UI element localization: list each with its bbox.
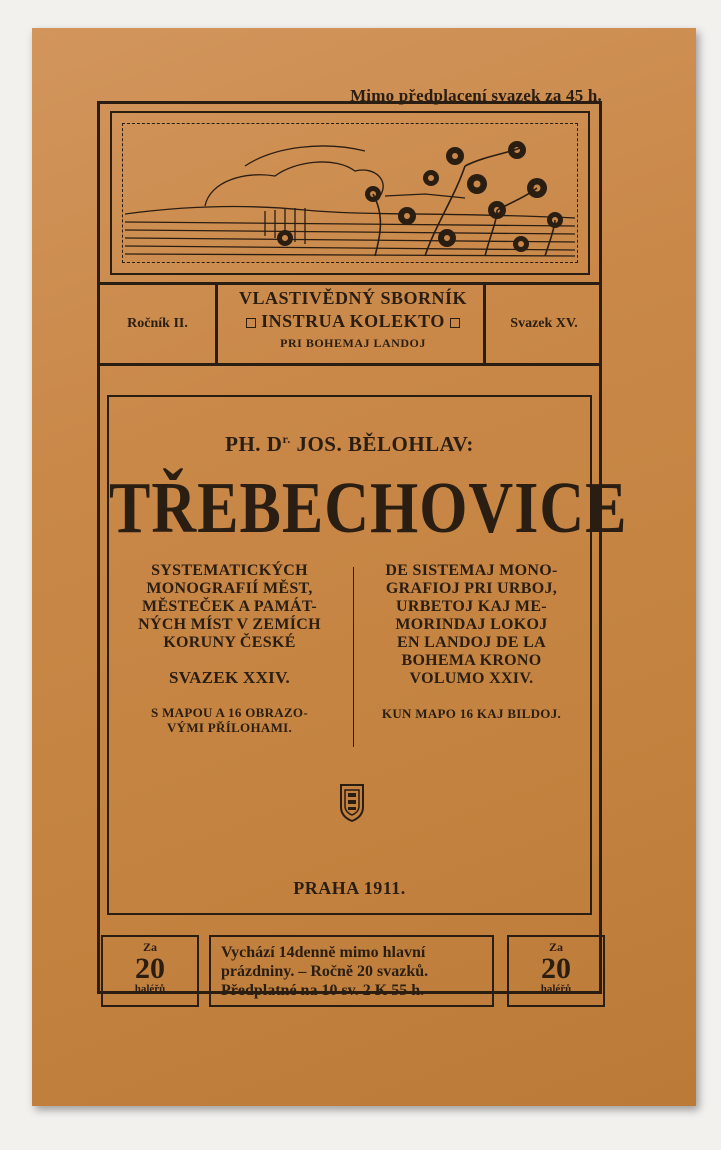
esperanto-maps: KUN MAPO 16 KAJ BILDOJ. bbox=[381, 706, 562, 721]
series-title bbox=[222, 288, 484, 351]
book-title: TŘEBECHOVICE bbox=[109, 468, 628, 549]
czech-line: SYSTEMATICKÝCH bbox=[151, 562, 308, 579]
price-box-left bbox=[101, 935, 199, 1007]
czech-maps-line: VÝMI PŘÍLOHAMI. bbox=[166, 720, 293, 735]
price-za: Za bbox=[548, 940, 563, 954]
header-top-rule bbox=[100, 282, 599, 285]
esperanto-line: MORINDAJ LOKOJ bbox=[395, 616, 548, 633]
cover-frame bbox=[97, 101, 628, 999]
author bbox=[109, 432, 590, 457]
series-line-3: PRI BOHEMAJ LANDOJ bbox=[280, 336, 426, 350]
price-box-right bbox=[507, 935, 605, 1007]
czech-line: NÝCH MÍST V ZEMÍCH bbox=[138, 616, 321, 633]
esperanto-line: URBETOJ KAJ ME- bbox=[396, 598, 547, 615]
esperanto-line: GRAFIOJ PRI URBOJ, bbox=[385, 580, 558, 597]
subscription-info bbox=[209, 935, 494, 1007]
column-divider bbox=[353, 567, 354, 747]
author-sup: r. bbox=[282, 432, 291, 446]
booklet-cover bbox=[32, 28, 696, 1106]
info-line: Předplatné na 10 sv. 2 K 55 h. bbox=[221, 982, 425, 999]
landscape-flowers-illustration bbox=[125, 126, 575, 260]
illustration-frame bbox=[110, 111, 590, 275]
price-unit: haléřů bbox=[134, 983, 166, 995]
volume-label: Svazek XV. bbox=[510, 316, 578, 331]
czech-volume: SVAZEK XXIV. bbox=[168, 668, 291, 687]
esperanto-line: EN LANDOJ DE LA bbox=[397, 634, 546, 651]
shield-emblem-icon bbox=[339, 783, 365, 823]
place-date: PRAHA 1911. bbox=[293, 878, 406, 898]
series-line-2: INSTRUA KOLEKTO bbox=[261, 311, 445, 331]
czech-line: MĚSTEČEK A PAMÁT- bbox=[142, 598, 317, 615]
price-note: Mimo předplacení svazek za 45 h. bbox=[350, 86, 602, 105]
series-line-2-wrap bbox=[222, 311, 484, 332]
esperanto-volume: VOLUMO XXIV. bbox=[409, 670, 534, 687]
bottom-row bbox=[97, 929, 608, 1001]
czech-line: MONOGRAFIÍ MĚST, bbox=[146, 580, 313, 597]
info-line: prázdniny. – Ročně 20 svazků. bbox=[221, 963, 429, 980]
czech-description bbox=[117, 562, 342, 735]
series-line-1: VLASTIVĚDNÝ SBORNÍK bbox=[238, 288, 468, 308]
info-line: Vychází 14denně mimo hlavní bbox=[221, 944, 426, 961]
price-amount: 20 bbox=[541, 952, 571, 985]
square-ornament-icon bbox=[450, 318, 460, 328]
header-bottom-rule bbox=[100, 363, 599, 366]
esperanto-description bbox=[359, 562, 584, 721]
esperanto-line: BOHEMA KRONO bbox=[401, 652, 542, 669]
header-divider-left bbox=[215, 282, 218, 366]
author-name: JOS. BĚLOHLAV: bbox=[290, 432, 474, 456]
price-za: Za bbox=[142, 940, 157, 954]
price-unit: haléřů bbox=[540, 983, 572, 995]
square-ornament-icon bbox=[246, 318, 256, 328]
czech-maps bbox=[117, 705, 342, 735]
czech-line: KORUNY ČESKÉ bbox=[163, 634, 296, 651]
price-amount: 20 bbox=[135, 952, 165, 985]
main-title-panel bbox=[107, 395, 628, 915]
year-label: Ročník II. bbox=[127, 316, 188, 331]
author-prefix: PH. D bbox=[225, 432, 283, 456]
esperanto-line: DE SISTEMAJ MONO- bbox=[385, 562, 558, 579]
czech-maps-line: S MAPOU A 16 OBRAZO- bbox=[151, 705, 308, 720]
